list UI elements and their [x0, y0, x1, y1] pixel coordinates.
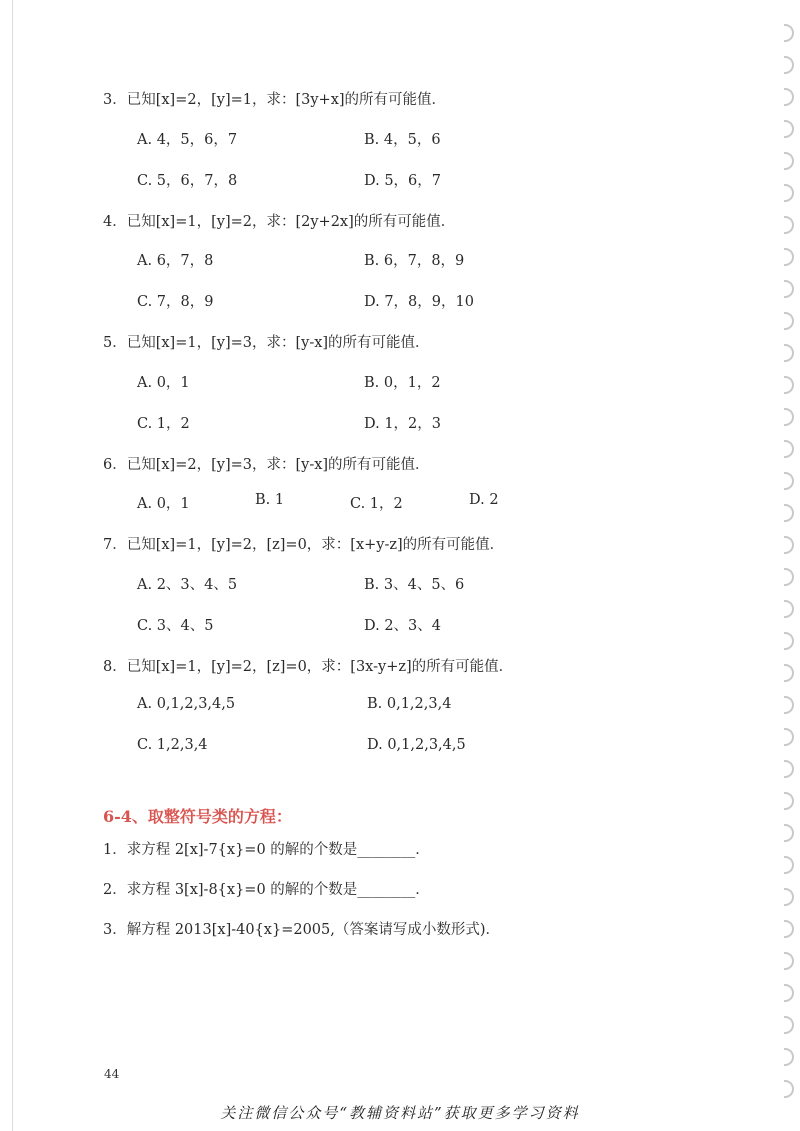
question-3-option-a: A. 4，5，6，7 — [137, 132, 238, 148]
question-6-option-c: C. 1，2 — [350, 496, 403, 512]
binder-ring — [784, 56, 794, 74]
binder-ring — [784, 760, 794, 778]
question-8-stem: 8．已知[x]=1，[y]=2，[z]=0，求：[3x-y+z]的所有可能值． — [103, 659, 514, 675]
question-7-option-a: A. 2、3、4、5 — [137, 577, 238, 593]
question-3-option-b: B. 4，5，6 — [364, 132, 441, 148]
question-6-option-d: D. 2 — [469, 492, 499, 508]
question-5-option-d: D. 1，2，3 — [364, 416, 442, 432]
binder-ring — [784, 792, 794, 810]
binder-ring — [784, 312, 794, 330]
binder-ring — [784, 344, 794, 362]
binder-ring — [784, 376, 794, 394]
question-6-option-b: B. 1 — [255, 492, 285, 508]
question-8-option-a: A. 0,1,2,3,4,5 — [137, 696, 236, 712]
binder-ring — [784, 856, 794, 874]
binder-ring — [784, 472, 794, 490]
question-7-option-b: B. 3、4、5、6 — [364, 577, 465, 593]
binder-ring — [784, 24, 794, 42]
binder-ring — [784, 632, 794, 650]
page-number: 44 — [104, 1067, 120, 1081]
binder-ring — [784, 184, 794, 202]
binder-ring — [784, 152, 794, 170]
section-item-2: 2．求方程 3[x]-8{x}=0 的解的个数是________． — [103, 882, 430, 898]
question-3-option-d: D. 5，6，7 — [364, 173, 442, 189]
binder-ring — [784, 1048, 794, 1066]
question-6-option-a: A. 0，1 — [137, 496, 190, 512]
binder-ring — [784, 88, 794, 106]
binder-ring — [784, 568, 794, 586]
question-7-stem: 7．已知[x]=1，[y]=2，[z]=0，求：[x+y-z]的所有可能值． — [103, 537, 505, 553]
binder-ring — [784, 216, 794, 234]
binder-ring — [784, 920, 794, 938]
section-item-1: 1．求方程 2[x]-7{x}=0 的解的个数是________． — [103, 842, 430, 858]
binder-ring — [784, 888, 794, 906]
binder-ring — [784, 600, 794, 618]
question-8-option-c: C. 1,2,3,4 — [137, 737, 208, 753]
question-4-option-c: C. 7，8，9 — [137, 294, 214, 310]
question-5-stem: 5．已知[x]=1，[y]=3，求：[y-x]的所有可能值． — [103, 335, 430, 351]
binder-ring — [784, 440, 794, 458]
binder-ring — [784, 696, 794, 714]
question-3-stem: 3．已知[x]=2，[y]=1，求：[3y+x]的所有可能值． — [103, 92, 447, 108]
question-5-option-a: A. 0，1 — [137, 375, 190, 391]
question-4-option-a: A. 6，7，8 — [137, 253, 214, 269]
page-left-edge — [12, 0, 13, 1131]
binder-ring — [784, 248, 794, 266]
binder-ring — [784, 1080, 794, 1098]
question-5-option-c: C. 1，2 — [137, 416, 190, 432]
question-4-option-d: D. 7，8，9，10 — [364, 294, 474, 310]
section-title: 6-4、取整符号类的方程： — [103, 807, 292, 826]
footer-promo: 关注微信公众号“教辅资料站”获取更多学习资料 — [220, 1104, 580, 1122]
question-3-option-c: C. 5，6，7，8 — [137, 173, 238, 189]
question-7-option-c: C. 3、4、5 — [137, 618, 214, 634]
binder-ring — [784, 984, 794, 1002]
binder-ring — [784, 408, 794, 426]
question-8-option-d: D. 0,1,2,3,4,5 — [367, 737, 466, 753]
binder-ring — [784, 536, 794, 554]
question-4-option-b: B. 6，7，8，9 — [364, 253, 465, 269]
question-6-stem: 6．已知[x]=2，[y]=3，求：[y-x]的所有可能值． — [103, 457, 430, 473]
question-8-option-b: B. 0,1,2,3,4 — [367, 696, 452, 712]
binder-ring — [784, 1016, 794, 1034]
binder-ring — [784, 824, 794, 842]
binder-ring — [784, 664, 794, 682]
question-7-option-d: D. 2、3、4 — [364, 618, 442, 634]
binder-ring — [784, 280, 794, 298]
binder-ring — [784, 504, 794, 522]
binder-ring — [784, 120, 794, 138]
binder-ring — [784, 728, 794, 746]
question-5-option-b: B. 0，1，2 — [364, 375, 441, 391]
binder-ring — [784, 952, 794, 970]
section-item-3: 3．解方程 2013[x]-40{x}=2005,（答案请写成小数形式)． — [103, 922, 501, 938]
question-4-stem: 4．已知[x]=1，[y]=2，求：[2y+2x]的所有可能值． — [103, 214, 456, 230]
